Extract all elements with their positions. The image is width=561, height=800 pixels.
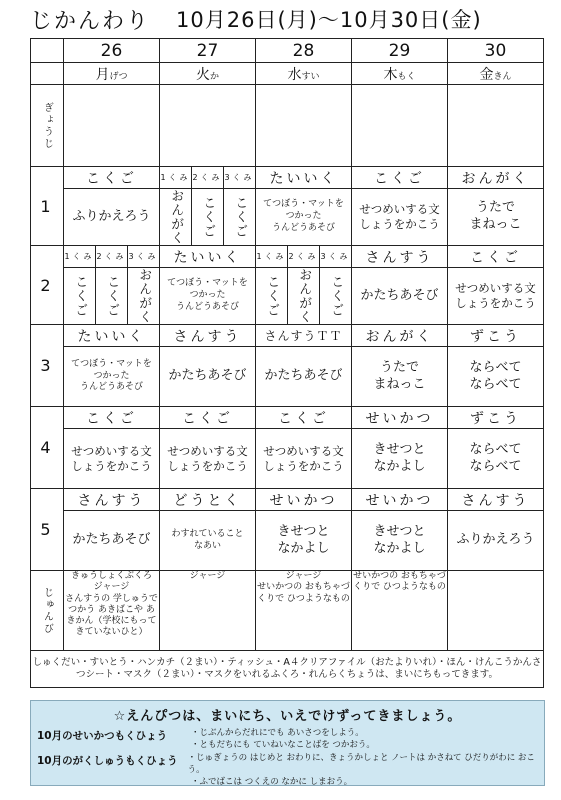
period-5-subject-row (31, 489, 544, 511)
subject: おんがく (448, 167, 544, 189)
preparation-row (31, 571, 544, 651)
group-label: 1くみ (64, 246, 96, 268)
subject: こくご (352, 167, 448, 189)
group-label: 1くみ (256, 246, 288, 268)
day-number: 27 (160, 39, 256, 63)
group-subject: おんがく (136, 268, 152, 324)
period-4-subject-row (31, 407, 544, 429)
day-number: 28 (256, 39, 352, 63)
period-number: 5 (31, 489, 64, 571)
lesson-content: きせつと なかよし (256, 511, 352, 571)
period-number: 3 (31, 325, 64, 407)
lesson-content: せつめいする文 しょうをかこう (64, 429, 160, 489)
lesson-content: かたちあそび (256, 347, 352, 407)
lesson-content: てつぼう・マットを つかった うんどうあそび (64, 347, 160, 407)
daily-items-note: しゅくだい・すいとう・ハンカチ（２まい）・ティッシュ・A４クリアファイル（おたよりいれ）・ほん・けんこうかんさつシート・マスク（２まい）・マスクをいれるふくろ・れんらくちょうは、まいにちもってきます。 (31, 651, 544, 688)
period-number: 4 (31, 407, 64, 489)
study-goal-item: ・ふでばこは つくえの なかに しまおう。 (191, 776, 353, 787)
day-name: 火か (160, 63, 256, 85)
subject: せいかつ (352, 489, 448, 511)
group-label: 2くみ (96, 246, 128, 268)
goals-panel (30, 700, 545, 786)
life-goal-item: ・ともだちにも ていねいなことばを つかおう。 (191, 739, 375, 750)
life-goal-item: ・じぶんからだれにでも あいさつをしよう。 (191, 728, 364, 738)
subject: たいいく (64, 325, 160, 347)
preparation-item: せいかつの おもちゃづくりで ひつようなもの (352, 571, 448, 651)
preparation-item: ジャージ (160, 571, 256, 651)
events-row (31, 85, 544, 167)
timetable (30, 38, 544, 688)
group-subject: こくご (264, 275, 280, 317)
group-subject: こくご (104, 275, 120, 317)
group-subject: おんがく (168, 189, 184, 245)
day-name: 水すい (256, 63, 352, 85)
group-label: 2くみ (192, 167, 224, 189)
day-number: 30 (448, 39, 544, 63)
events-label: ぎょうじ (41, 101, 53, 150)
day-name: 月げつ (64, 63, 160, 85)
lesson-content: わすれていること なあい (160, 511, 256, 571)
subject: さんすう (160, 325, 256, 347)
subject: こくご (64, 167, 160, 189)
lesson-content: せつめいする文 しょうをかこう (256, 429, 352, 489)
day-number-row (31, 39, 544, 63)
subject: さんすう (448, 489, 544, 511)
group-label: 3くみ (320, 246, 352, 268)
lesson-content: ならべて ならべて (448, 347, 544, 407)
group-subject: おんがく (296, 268, 312, 324)
page-header (30, 4, 555, 34)
lesson-content: かたちあそび (352, 268, 448, 325)
period-3-subject-row (31, 325, 544, 347)
lesson-content: きせつと なかよし (352, 511, 448, 571)
preparation-item: きゅうしょくぶくろ ジャージ さんすうの 学しゅうで つかう あきばこや あきかん（学校にもってきていないひと） (64, 571, 160, 651)
day-name: 木もく (352, 63, 448, 85)
period-number: 2 (31, 246, 64, 325)
preparation-label: じゅんび (41, 586, 53, 635)
subject: こくご (448, 246, 544, 268)
lesson-content: てつぼう・マットを つかった うんどうあそび (256, 189, 352, 246)
lesson-content: かたちあそび (160, 347, 256, 407)
subject: こくご (256, 407, 352, 429)
lesson-content: うたで まねっこ (352, 347, 448, 407)
subject: せいかつ (256, 489, 352, 511)
lesson-content: ふりかえろう (448, 511, 544, 571)
life-goal-label: 10月のせいかつもくひょう (37, 730, 168, 742)
subject: さんすう (64, 489, 160, 511)
subject: たいいく (160, 246, 256, 268)
page-title: じかんわり (30, 8, 151, 34)
date-range: 10月26日(月)～10月30日(金) (176, 8, 482, 32)
lesson-content: てつぼう・マットを つかった うんどうあそび (160, 268, 256, 325)
pencil-reminder: ☆えんぴつは、まいにち、いえでけずってきましょう。 (113, 709, 462, 724)
group-subject: こくご (72, 275, 88, 317)
study-goal-label: 10月のがくしゅうもくひょう (37, 754, 178, 767)
group-label: 3くみ (224, 167, 256, 189)
lesson-content: ふりかえろう (64, 189, 160, 246)
lesson-content: きせつと なかよし (352, 429, 448, 489)
group-subject: こくご (328, 275, 344, 317)
lesson-content: うたで まねっこ (448, 189, 544, 246)
lesson-content: かたちあそび (64, 511, 160, 571)
group-subject: こくご (200, 196, 216, 238)
day-name: 金きん (448, 63, 544, 85)
subject: どうとく (160, 489, 256, 511)
subject: さんすうＴＴ (256, 325, 352, 347)
lesson-content: せつめいする文 しょうをかこう (448, 268, 544, 325)
subject: たいいく (256, 167, 352, 189)
group-label: 3くみ (128, 246, 160, 268)
group-label: 2くみ (288, 246, 320, 268)
study-goal-item: ・じゅぎょうの はじめと おわりに、きょうかしょと ノートは かさねて ひだりがわに おこう。 (187, 752, 535, 775)
preparation-item (448, 571, 544, 651)
period-2-subject-row (31, 246, 544, 268)
period-number: 1 (31, 167, 64, 246)
group-subject: こくご (232, 196, 248, 238)
lesson-content: ならべて ならべて (448, 429, 544, 489)
subject: こくご (160, 407, 256, 429)
subject: ずこう (448, 325, 544, 347)
preparation-item: ジャージ せいかつの おもちゃづくりで ひつようなもの (256, 571, 352, 651)
lesson-content: せつめいする文 しょうをかこう (160, 429, 256, 489)
daily-items-row (31, 651, 544, 688)
day-number: 29 (352, 39, 448, 63)
subject: せいかつ (352, 407, 448, 429)
day-name-row (31, 63, 544, 85)
group-label: 1くみ (160, 167, 192, 189)
period-1-subject-row (31, 167, 544, 189)
subject: さんすう (352, 246, 448, 268)
subject: ずこう (448, 407, 544, 429)
subject: おんがく (352, 325, 448, 347)
lesson-content: せつめいする文 しょうをかこう (352, 189, 448, 246)
subject: こくご (64, 407, 160, 429)
day-number: 26 (64, 39, 160, 63)
